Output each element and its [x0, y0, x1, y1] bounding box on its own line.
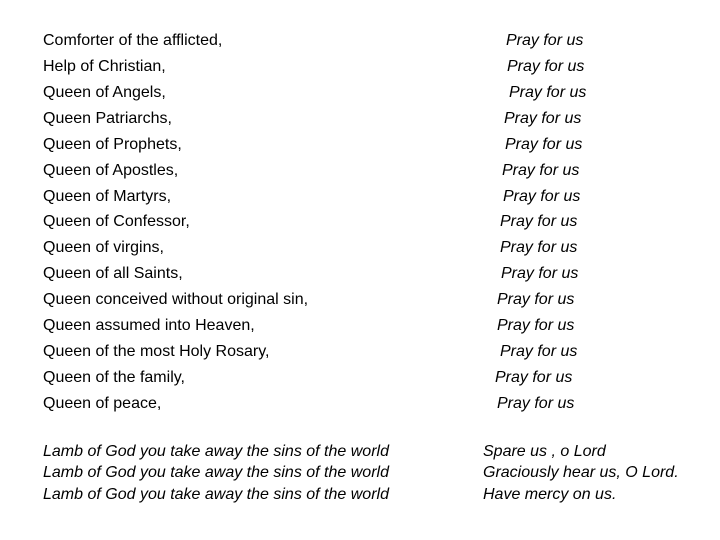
litany-invocation: Queen of Apostles,	[43, 162, 179, 179]
agnus-dei-invocation: Lamb of God you take away the sins of the world	[43, 443, 389, 460]
litany-invocation: Comforter of the afflicted,	[43, 32, 223, 49]
litany-invocation: Queen of virgins,	[43, 239, 164, 256]
litany-invocation: Help of Christian,	[43, 58, 166, 75]
litany-response: Pray for us	[497, 291, 575, 308]
litany-response: Pray for us	[506, 32, 584, 49]
agnus-dei-invocation: Lamb of God you take away the sins of the world	[43, 464, 389, 481]
agnus-dei-invocation: Lamb of God you take away the sins of the world	[43, 486, 389, 503]
agnus-dei-response: Spare us , o Lord	[483, 443, 606, 460]
litany-invocation: Queen of all Saints,	[43, 265, 183, 282]
litany-response: Pray for us	[503, 188, 581, 205]
agnus-dei-response: Graciously hear us, O Lord.	[483, 464, 679, 481]
litany-invocation: Queen Patriarchs,	[43, 110, 172, 127]
litany-response: Pray for us	[507, 58, 585, 75]
agnus-dei-response: Have mercy on us.	[483, 486, 617, 503]
litany-response: Pray for us	[501, 265, 579, 282]
litany-invocation: Queen assumed into Heaven,	[43, 317, 255, 334]
litany-response: Pray for us	[504, 110, 582, 127]
litany-response: Pray for us	[497, 317, 575, 334]
litany-invocation: Queen of the most Holy Rosary,	[43, 343, 270, 360]
litany-response: Pray for us	[495, 369, 573, 386]
litany-response: Pray for us	[497, 395, 575, 412]
litany-response: Pray for us	[509, 84, 587, 101]
litany-invocation: Queen of peace,	[43, 395, 162, 412]
litany-response: Pray for us	[500, 343, 578, 360]
litany-invocation: Queen conceived without original sin,	[43, 291, 309, 308]
litany-invocation: Queen of Martyrs,	[43, 188, 172, 205]
litany-invocation: Queen of Prophets,	[43, 136, 182, 153]
litany-response: Pray for us	[500, 239, 578, 256]
litany-invocation: Queen of Angels,	[43, 84, 166, 101]
litany-response: Pray for us	[505, 136, 583, 153]
litany-response: Pray for us	[502, 162, 580, 179]
litany-response: Pray for us	[500, 213, 578, 230]
litany-invocation: Queen of the family,	[43, 369, 185, 386]
litany-invocation: Queen of Confessor,	[43, 213, 190, 230]
